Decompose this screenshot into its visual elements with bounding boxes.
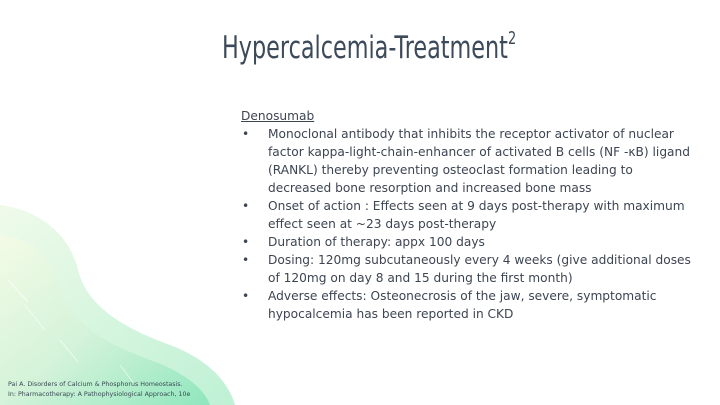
slide-title bbox=[222, 30, 516, 66]
citation bbox=[8, 380, 190, 400]
citation-line: In: Pharmacotherapy: A Pathophysiological Approach, 10e bbox=[8, 391, 191, 398]
bullet-item bbox=[241, 197, 691, 233]
bullet-text: Dosing: 120mg subcutaneously every 4 weeks (give additional doses of 120mg on day 8 and 15 during the first month) bbox=[268, 253, 691, 285]
bullet-text: Duration of therapy: appx 100 days bbox=[268, 235, 485, 249]
bullet-glyph: • bbox=[242, 127, 250, 141]
title-text: Hypercalcemia-Treatment bbox=[222, 30, 508, 66]
citation-line: Pai A. Disorders of Calcium & Phosphorus Homeostasis. bbox=[8, 381, 183, 388]
section-heading: Denosumab bbox=[241, 109, 315, 123]
content-block bbox=[241, 107, 691, 323]
bullet-text: Onset of action : Effects seen at 9 days post-therapy with maximum effect seen at ~23 days post-therapy bbox=[268, 199, 685, 231]
bullet-text: Monoclonal antibody that inhibits the receptor activator of nuclear factor kappa-light-chain-enhancer of activated B cells (NF -κB) ligand (RANKL) thereby preventing osteoclast formation leading to decreased bone resorption and increased bone mass bbox=[268, 127, 690, 195]
bullet-glyph: • bbox=[242, 289, 250, 303]
bullet-item bbox=[241, 233, 691, 251]
bullet-item bbox=[241, 125, 691, 197]
bullet-item bbox=[241, 287, 691, 323]
bullet-list bbox=[241, 125, 691, 323]
title-reference-number: 2 bbox=[507, 28, 517, 49]
bullet-glyph: • bbox=[242, 253, 250, 267]
bullet-text: Adverse effects: Osteonecrosis of the jaw, severe, symptomatic hypocalcemia has been reported in CKD bbox=[268, 289, 657, 321]
bullet-glyph: • bbox=[242, 199, 250, 213]
bullet-item bbox=[241, 251, 691, 287]
bullet-glyph: • bbox=[242, 235, 250, 249]
